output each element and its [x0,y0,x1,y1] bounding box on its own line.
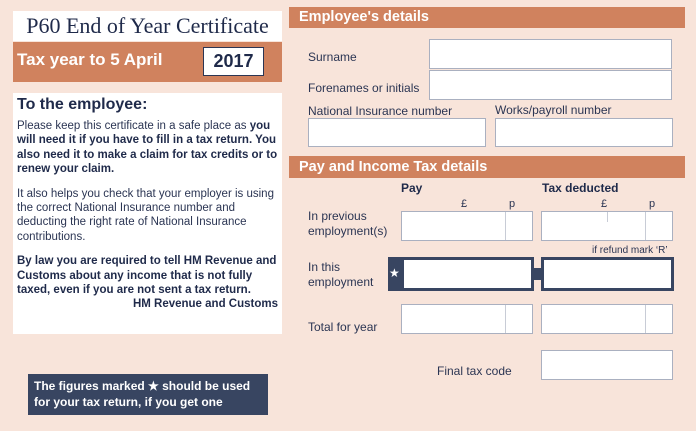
ni-number-field[interactable] [308,118,486,147]
employee-note-panel [13,93,282,334]
employee-note-para-1-text: Please keep this certificate in a safe place as [17,120,250,132]
star-icon: ★ [389,266,400,280]
total-pay-pence-divider [505,305,506,333]
employee-note-signature: HM Revenue and Customs [132,298,278,311]
total-tax-pence-divider [645,305,646,333]
forenames-label: Forenames or initials [308,81,420,95]
tax-column-heading: Tax deducted [542,181,619,195]
employee-note-para-3 [17,254,278,297]
this-pay-field[interactable] [401,257,534,291]
employee-note-para-2: It also helps you check that your employer is using the correct National Insurance number and deducting the right rate of National Insurance contributions. [17,187,274,243]
surname-field[interactable] [429,39,672,69]
pay-pound-label: £ [461,198,468,210]
tax-pence-label: p [649,198,656,210]
previous-employment-label: In previous employment(s) [308,209,388,238]
pay-column-heading: Pay [401,181,423,195]
this-tax-field[interactable] [541,257,674,291]
this-employment-label: In this employment [308,260,374,289]
works-number-field[interactable] [495,118,673,147]
works-number-label: Works/payroll number [495,103,612,117]
employee-details-heading: Employee's details [289,7,685,28]
employee-note-para-3-text: By law you are required to tell HM Revenue and Customs about any income that is not fully taxed, even if you are not sent a tax return. [17,255,277,297]
forenames-field[interactable] [429,70,672,100]
total-tax-field[interactable] [541,304,673,334]
refund-note: if refund mark ‘R’ [592,245,668,256]
figures-note: The figures marked ★ should be used for your tax return, if you get one [28,374,268,415]
previous-pay-field[interactable] [401,211,533,241]
employee-note-para-1-emphasis: you will need it if you have to fill in a tax return. You also need it to make a claim for tax credits or to renew your claim. [17,120,278,176]
previous-tax-pound-divider [607,212,608,222]
tax-year-label: Tax year to 5 April [17,50,163,69]
previous-tax-field[interactable] [541,211,673,241]
total-pay-field[interactable] [401,304,533,334]
pay-tax-heading: Pay and Income Tax details [289,156,685,178]
certificate-title: P60 End of Year Certificate [13,11,282,41]
ni-number-label: National Insurance number [308,104,453,118]
final-tax-code-field[interactable] [541,350,673,380]
pay-star-marker [388,257,402,291]
tax-pound-label: £ [601,198,608,210]
employee-note-para-1 [17,119,278,177]
surname-label: Surname [308,50,357,64]
previous-pay-pence-divider [505,212,506,240]
pay-pence-label: p [509,198,516,210]
employee-note-heading: To the employee: [17,96,148,113]
final-tax-code-label: Final tax code [437,364,512,378]
tax-year-value[interactable]: 2017 [203,47,264,76]
total-year-label: Total for year [308,320,378,334]
previous-tax-pence-divider [645,212,646,240]
tax-year-band [13,42,282,82]
